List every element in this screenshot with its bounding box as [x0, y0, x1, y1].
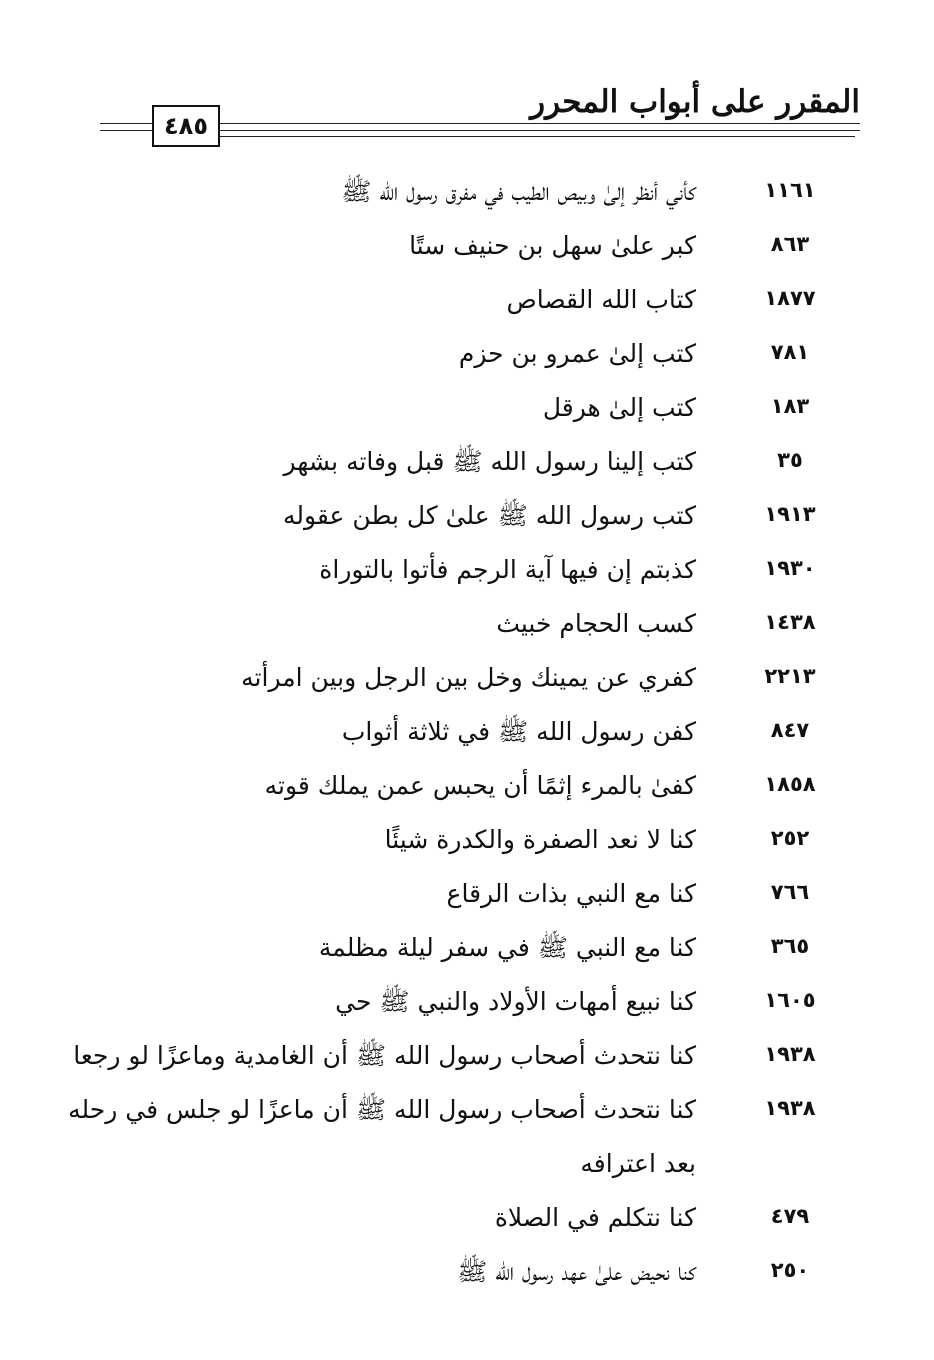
hadith-number: ٢٥٠	[770, 1258, 810, 1282]
hadith-number: ١٨٧٧	[764, 286, 816, 310]
hadith-text: كسب الحجام خبيث	[496, 609, 696, 638]
hadith-text: كنا لا نعد الصفرة والكدرة شيئًا	[384, 825, 696, 854]
hadith-text: كذبتم إن فيها آية الرجم فأتوا بالتوراة	[319, 555, 696, 584]
hadith-text: كنا نبيع أمهات الأولاد والنبي ﷺ حي	[335, 987, 696, 1016]
hadith-text: كنا نحيض علىٰ عهد رسول الله ﷺ	[457, 1257, 696, 1286]
hadith-text: كبر علىٰ سهل بن حنيف ستًا	[409, 231, 696, 260]
hadith-text: كنا نتكلم في الصلاة	[494, 1203, 696, 1232]
index-entry	[0, 168, 934, 218]
index-entry	[0, 978, 934, 1028]
hadith-text: كفن رسول الله ﷺ في ثلاثة أثواب	[341, 717, 696, 746]
hadith-text: كنا نتحدث أصحاب رسول الله ﷺ أن الغامدية وماعزًا لو رجعا	[73, 1041, 696, 1070]
index-entry	[0, 1086, 934, 1136]
hadith-text: كتب رسول الله ﷺ علىٰ كل بطن عقوله	[282, 501, 696, 530]
hadith-number: ١٤٣٨	[764, 610, 816, 634]
index-entry	[0, 330, 934, 380]
hadith-number: ٨٦٣	[770, 232, 810, 256]
hadith-text: كتاب الله القصاص	[506, 285, 696, 314]
index-entry	[0, 816, 934, 866]
index-entry	[0, 276, 934, 326]
index-entry	[0, 222, 934, 272]
hadith-number: ١١٦١	[764, 178, 816, 202]
hadith-text: كنا مع النبي ﷺ في سفر ليلة مظلمة	[318, 933, 696, 962]
index-entry	[0, 708, 934, 758]
hadith-number: ١٩٣٠	[764, 556, 816, 580]
hadith-text: كتب إلىٰ هرقل	[542, 393, 696, 422]
index-entry	[0, 762, 934, 812]
index-entry	[0, 1248, 934, 1298]
hadith-text: كنا مع النبي بذات الرقاع	[446, 879, 696, 908]
hadith-text: بعد اعترافه	[580, 1149, 696, 1178]
index-entry	[0, 1032, 934, 1082]
hadith-text: كفري عن يمينك وخل بين الرجل وبين امرأته	[241, 663, 696, 692]
index-entry	[0, 1194, 934, 1244]
index-entry	[0, 654, 934, 704]
hadith-text: كأني أنظر إلىٰ وبيص الطيب في مفرق رسول الله ﷺ	[341, 177, 696, 206]
hadith-text: كتب إلىٰ عمرو بن حزم	[458, 339, 696, 368]
index-entry	[0, 492, 934, 542]
hadith-number: ٢٥٢	[770, 826, 810, 850]
hadith-number: ٣٥	[777, 448, 803, 472]
hadith-text: كنا نتحدث أصحاب رسول الله ﷺ أن ماعزًا لو جلس في رحله	[68, 1095, 696, 1124]
page-header	[100, 80, 860, 160]
hadith-text: كتب إلينا رسول الله ﷺ قبل وفاته بشهر	[283, 447, 696, 476]
hadith-number: ٣٦٥	[770, 934, 810, 958]
hadith-number: ١٩٣٨	[764, 1096, 816, 1120]
index-entry	[0, 870, 934, 920]
book-title: المقرر على أبواب المحرر	[530, 84, 860, 120]
index-entry	[0, 546, 934, 596]
hadith-number: ٤٧٩	[770, 1204, 810, 1228]
hadith-text: كفىٰ بالمرء إثمًا أن يحبس عمن يملك قوته	[264, 771, 696, 800]
index-entry	[0, 438, 934, 488]
hadith-number: ٧٨١	[770, 340, 810, 364]
index-entry	[0, 600, 934, 650]
hadith-number: ١٨٥٨	[764, 772, 816, 796]
index-entry	[0, 924, 934, 974]
page-number: ٤٨٥	[152, 105, 220, 147]
index-entry	[0, 384, 934, 434]
hadith-number: ١٨٣	[770, 394, 810, 418]
hadith-number: ١٦٠٥	[764, 988, 816, 1012]
hadith-number: ٢٢١٣	[764, 664, 816, 688]
hadith-number: ١٩٣٨	[764, 1042, 816, 1066]
hadith-number: ٨٤٧	[770, 718, 810, 742]
hadith-number: ٧٦٦	[770, 880, 810, 904]
header-rule-thin	[215, 136, 855, 137]
hadith-number: ١٩١٣	[764, 502, 816, 526]
index-entry-continuation	[0, 1140, 934, 1190]
